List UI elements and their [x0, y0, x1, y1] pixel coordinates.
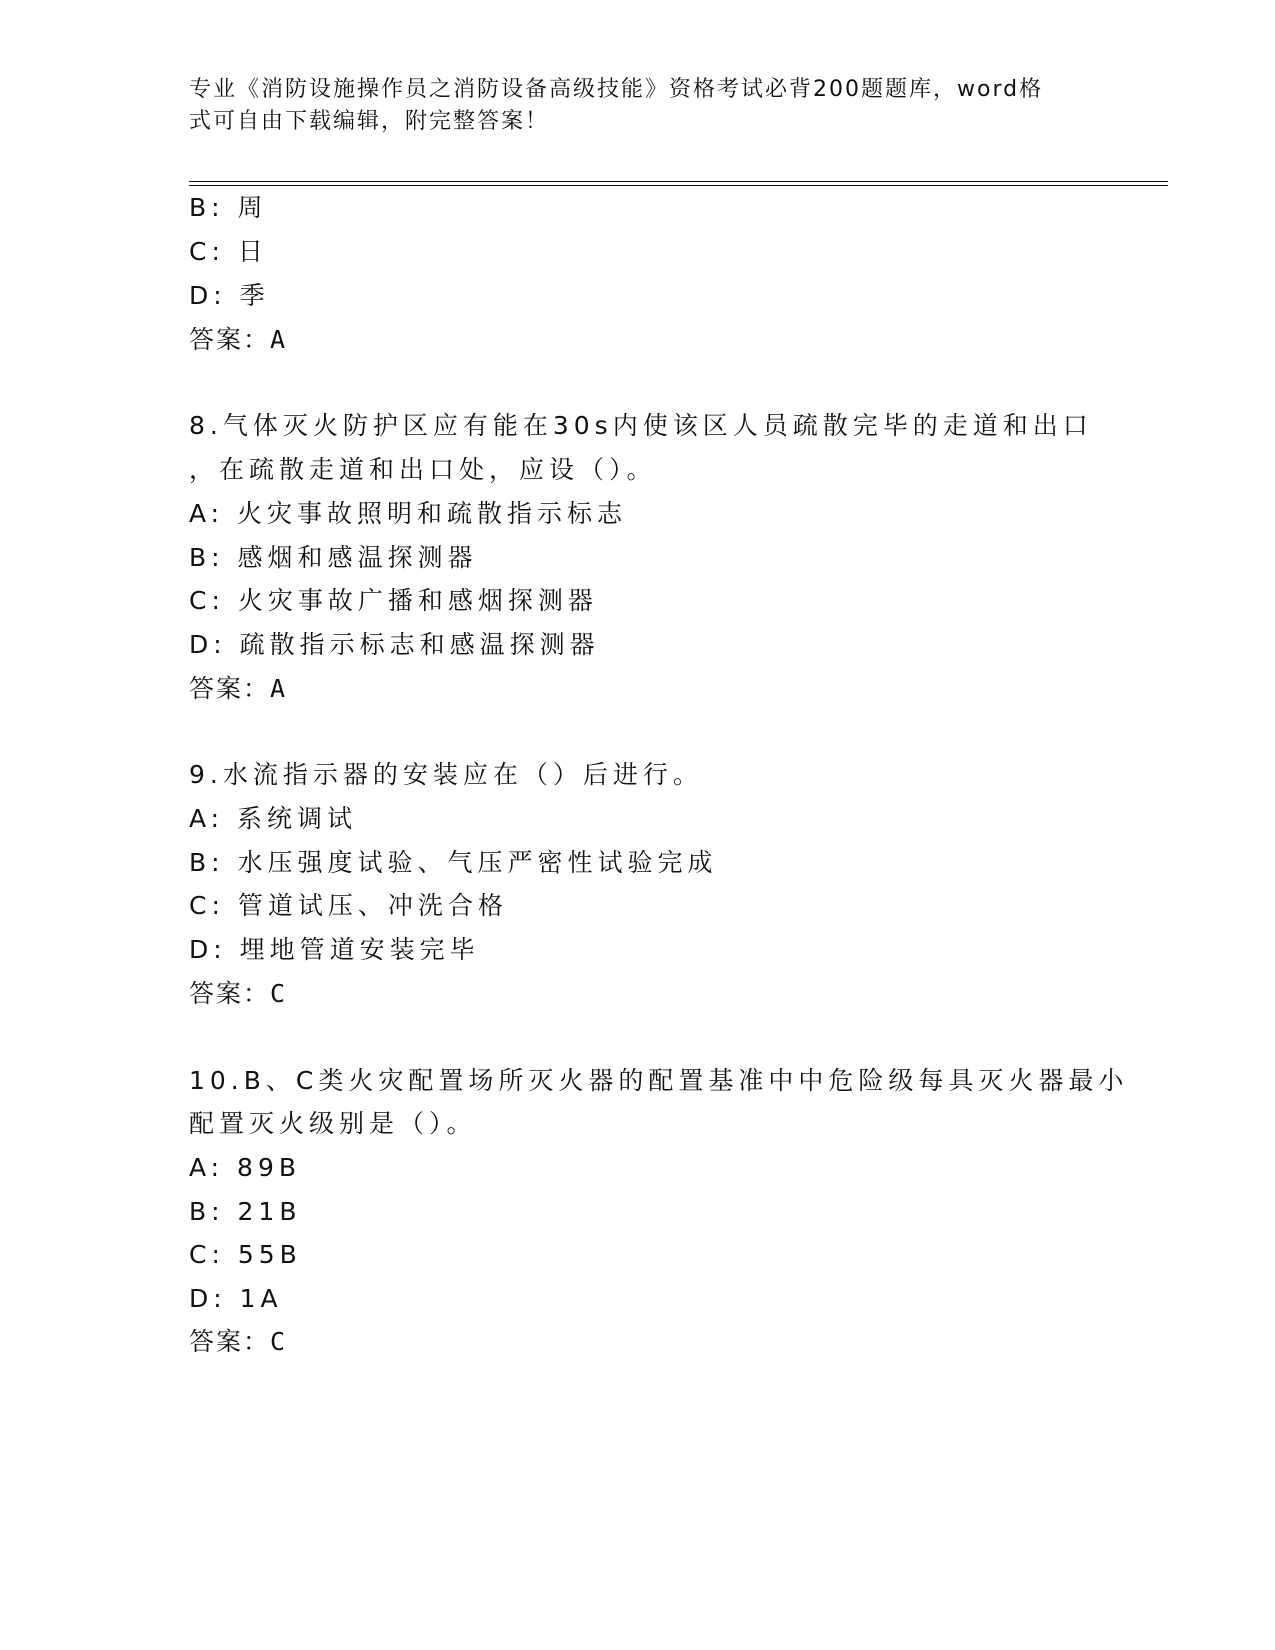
option-label: D: [189, 1284, 227, 1313]
question-8-stem-line-2: ，在疏散走道和出口处，应设（）。 [189, 455, 657, 484]
question-10-stem-line-2: 配置灭火级别是（）。 [189, 1109, 477, 1138]
option-text: 日 [237, 237, 268, 266]
question-10-option-a [189, 1153, 301, 1183]
question-9-stem-line-1: 9.水流指示器的安装应在（）后进行。 [189, 760, 703, 789]
answer-label: 答案： [189, 1327, 271, 1356]
header-title-line-2: 式可自由下载编辑，附完整答案！ [189, 109, 550, 134]
question-9-answer [189, 979, 286, 1009]
question-10-option-c [189, 1240, 302, 1270]
question-10-stem-line-1: 10.B、C类火灾配置场所灭火器的配置基准中中危险级每具灭火器最小 [189, 1066, 1129, 1095]
question-9-option-b [189, 848, 718, 878]
option-label: D: [189, 630, 227, 659]
document-header [189, 74, 1089, 138]
question-8-option-a [189, 499, 627, 529]
question-8-stem-line-1: 8.气体灭火防护区应有能在30s内使该区人员疏散完毕的走道和出口 [189, 411, 1093, 440]
option-text: 季 [239, 281, 270, 310]
option-label: D: [189, 281, 227, 310]
option-text: 火灾事故广播和感烟探测器 [237, 586, 598, 615]
fragment-option-b [189, 193, 268, 223]
option-text: 系统调试 [237, 804, 358, 833]
header-divider-bottom [189, 185, 1168, 186]
question-8-option-c [189, 586, 598, 616]
question-10-option-d [189, 1284, 283, 1314]
answer-label: 答案： [189, 325, 271, 354]
fragment-answer [189, 325, 286, 355]
header-divider-top [189, 181, 1168, 182]
option-label: C: [189, 1240, 225, 1269]
question-8-answer [189, 674, 286, 704]
answer-value: A [270, 325, 287, 354]
option-text: 管道试压、冲洗合格 [237, 891, 508, 920]
option-label: B: [189, 193, 225, 222]
option-label: C: [189, 586, 225, 615]
option-label: B: [189, 1197, 225, 1226]
question-10-answer [189, 1327, 286, 1357]
option-text: 21B [237, 1197, 302, 1226]
answer-label: 答案： [189, 979, 271, 1008]
option-label: C: [189, 237, 225, 266]
option-text: 55B [237, 1240, 302, 1269]
option-text: 埋地管道安装完毕 [239, 935, 480, 964]
option-label: A: [189, 804, 225, 833]
option-label: B: [189, 543, 225, 572]
option-text: 疏散指示标志和感温探测器 [239, 630, 600, 659]
option-text: 水压强度试验、气压严密性试验完成 [237, 848, 718, 877]
question-9-option-c [189, 891, 508, 921]
answer-value: A [270, 674, 287, 703]
answer-value: C [270, 979, 287, 1008]
answer-value: C [270, 1327, 287, 1356]
option-text: 火灾事故照明和疏散指示标志 [237, 499, 628, 528]
option-text: 1A [239, 1284, 283, 1313]
option-label: A: [189, 1153, 225, 1182]
fragment-option-d [189, 281, 270, 311]
option-label: A: [189, 499, 225, 528]
option-text: 周 [237, 193, 268, 222]
fragment-option-c [189, 237, 268, 267]
question-8-option-d [189, 630, 600, 660]
option-label: D: [189, 935, 227, 964]
question-9-option-d [189, 935, 480, 965]
option-label: C: [189, 891, 225, 920]
question-9-option-a [189, 804, 357, 834]
question-8-option-b [189, 543, 478, 573]
option-text: 感烟和感温探测器 [237, 543, 478, 572]
option-label: B: [189, 848, 225, 877]
question-10-option-b [189, 1197, 302, 1227]
header-title-line-1: 专业《消防设施操作员之消防设备高级技能》资格考试必背200题题库，word格 [189, 77, 1044, 102]
option-text: 89B [237, 1153, 302, 1182]
answer-label: 答案： [189, 674, 271, 703]
